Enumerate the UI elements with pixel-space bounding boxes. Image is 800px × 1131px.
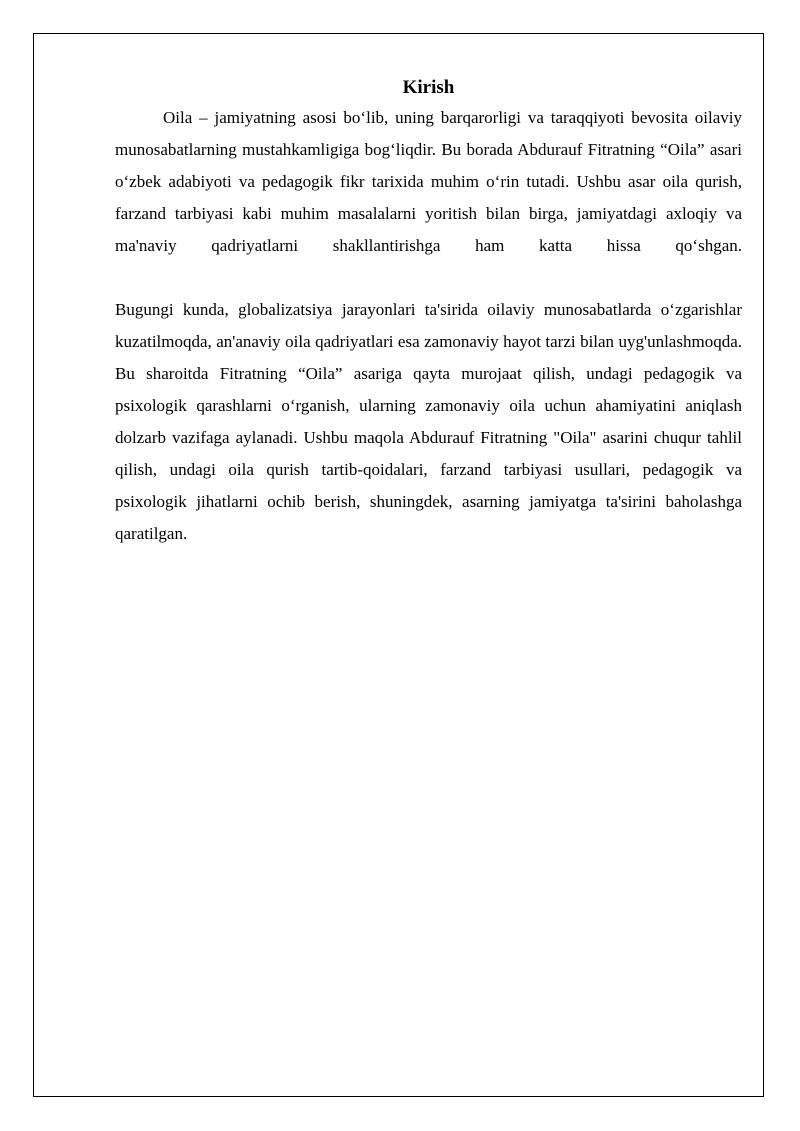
- document-body: [115, 74, 742, 550]
- paragraph-context: Bugungi kunda, globalizatsiya jarayonlari ta'sirida oilaviy munosabatlarda o‘zgarishlar kuzatilmoqda, an'anaviy oila qadriyatlari esa zamonaviy hayot tarzi bilan uyg'unlashmoqda. Bu sharoitda Fitratning “Oila” asariga qayta murojaat qilish, undagi pedagogik va psixologik qarashlarni o‘rganish, ularning zamonaviy oila uchun ahamiyatini aniqlash dolzarb vazifaga aylanadi. Ushbu maqola Abdurauf Fitratning "Oila" asarini chuqur tahlil qilish, undagi oila qurish tartib-qoidalari, farzand tarbiyasi usullari, pedagogik va psixologik jihatlarni ochib berish, shuningdek, asarning jamiyatga ta'sirini baholashga qaratilgan.: [115, 300, 742, 543]
- document-title: Kirish: [402, 77, 455, 98]
- paragraph-introduction: Oila – jamiyatning asosi bo‘lib, uning barqarorligi va taraqqiyoti bevosita oilaviy munosabatlarning mustahkamligiga bog‘liqdir. Bu borada Abdurauf Fitratning “Oila” asari o‘zbek adabiyoti va pedagogik fikr tarixida muhim o‘rin tutadi. Ushbu asar oila qurish, farzand tarbiyasi kabi muhim masalalarni yoritish bilan birga, jamiyatdagi axloqiy va ma'naviy qadriyatlarni shakllantirishga ham katta hissa qo‘shgan.: [115, 108, 742, 255]
- paragraph-spacer: [115, 262, 742, 294]
